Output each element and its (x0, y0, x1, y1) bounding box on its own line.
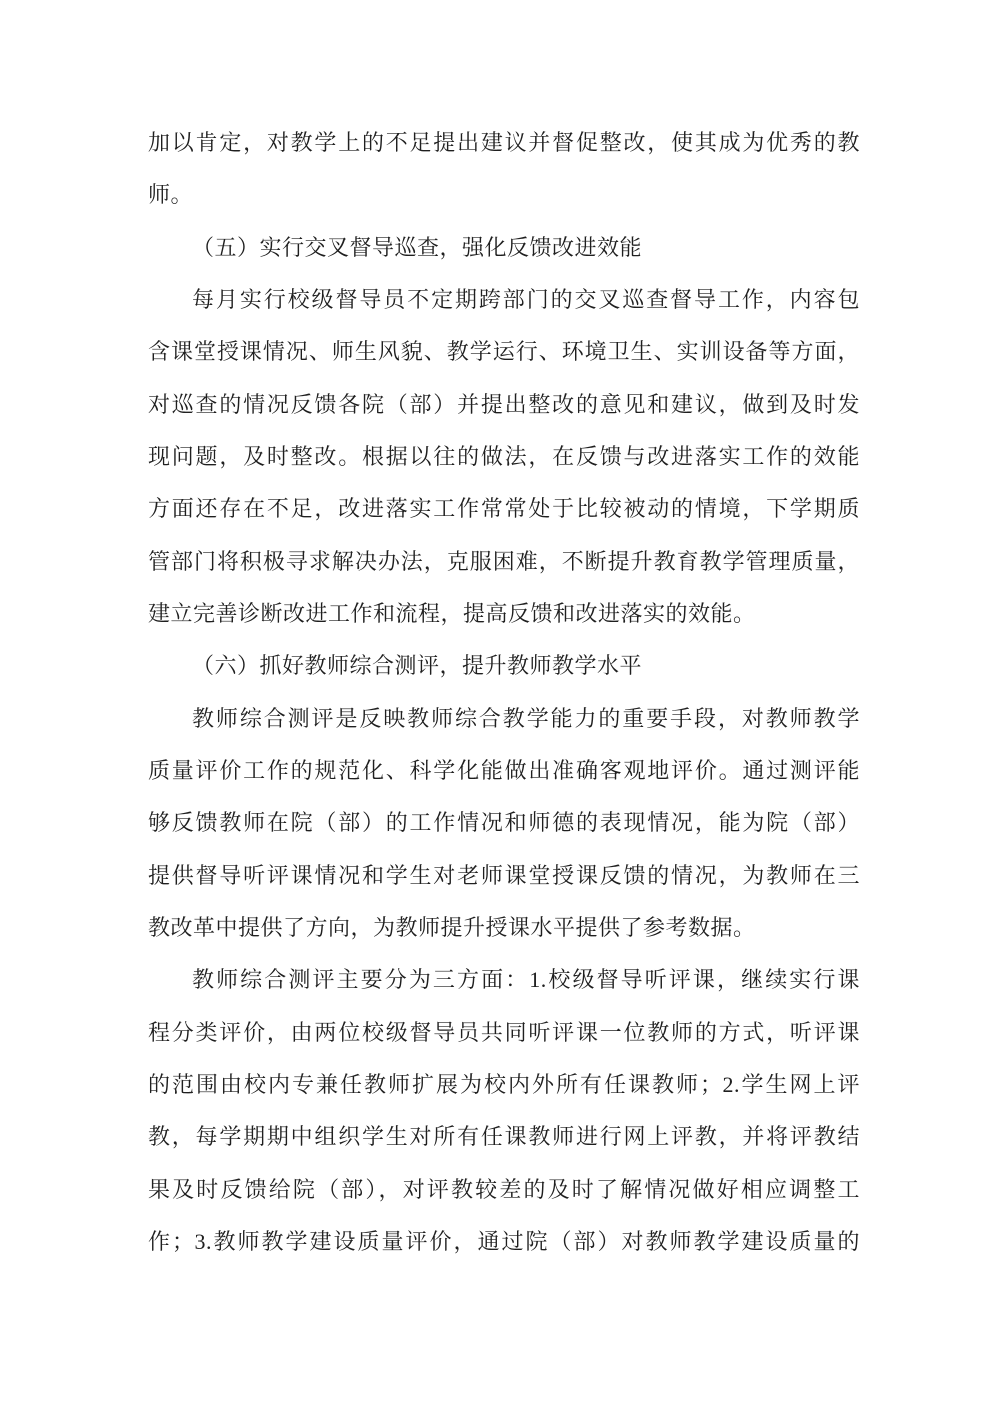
text-line: 提供督导听评课情况和学生对老师课堂授课反馈的情况，为教师在三 (148, 862, 860, 888)
text-line: 的范围由校内专兼任教师扩展为校内外所有任课教师；2.学生网上评 (148, 1071, 860, 1097)
text-line: 果及时反馈给院（部），对评教较差的及时了解情况做好相应调整工 (148, 1176, 860, 1202)
text-line: 方面还存在不足，改进落实工作常常处于比较被动的情境，下学期质 (148, 496, 860, 522)
text-line: 质量评价工作的规范化、科学化能做出准确客观地评价。通过测评能 (148, 757, 860, 783)
heading-section-5 (148, 222, 860, 274)
para-section-6-body-1 (148, 693, 860, 955)
text-line: 教，每学期期中组织学生对所有任课教师进行网上评教，并将评教结 (148, 1124, 860, 1150)
text-line: 建立完善诊断改进工作和流程，提高反馈和改进落实的效能。 (148, 600, 756, 626)
document-body (148, 117, 860, 1268)
heading-line: （六）抓好教师综合测评，提升教师教学水平 (192, 653, 643, 679)
heading-line: （五）实行交叉督导巡查，强化反馈改进效能 (192, 234, 643, 260)
text-line: 作；3.教师教学建设质量评价，通过院（部）对教师教学建设质量的 (148, 1228, 860, 1254)
text-line: 够反馈教师在院（部）的工作情况和师德的表现情况，能为院（部） (148, 810, 860, 836)
text-line: 程分类评价，由两位校级督导员共同听评课一位教师的方式，听评课 (148, 1019, 860, 1045)
text-line: 含课堂授课情况、师生风貌、教学运行、环境卫生、实训设备等方面， (148, 339, 860, 365)
para-section-5-body (148, 274, 860, 640)
text-line: 教改革中提供了方向，为教师提升授课水平提供了参考数据。 (148, 914, 756, 940)
text-line: 每月实行校级督导员不定期跨部门的交叉巡查督导工作，内容包 (192, 286, 860, 312)
text-line: 现问题，及时整改。根据以往的做法，在反馈与改进落实工作的效能 (148, 443, 860, 469)
text-line: 教师综合测评主要分为三方面：1.校级督导听评课，继续实行课 (192, 967, 860, 993)
text-line: 加以肯定，对教学上的不足提出建议并督促整改，使其成为优秀的教 (148, 130, 860, 155)
para-section-6-body-2 (148, 954, 860, 1268)
text-line: 管部门将积极寻求解决办法，克服困难，不断提升教育教学管理质量， (148, 548, 860, 574)
heading-section-6 (148, 640, 860, 692)
text-line: 对巡查的情况反馈各院（部）并提出整改的意见和建议，做到及时发 (148, 391, 860, 417)
text-line: 教师综合测评是反映教师综合教学能力的重要手段，对教师教学 (192, 705, 860, 731)
text-line: 师。 (148, 182, 194, 208)
para-continued-from-previous-page (148, 117, 860, 222)
